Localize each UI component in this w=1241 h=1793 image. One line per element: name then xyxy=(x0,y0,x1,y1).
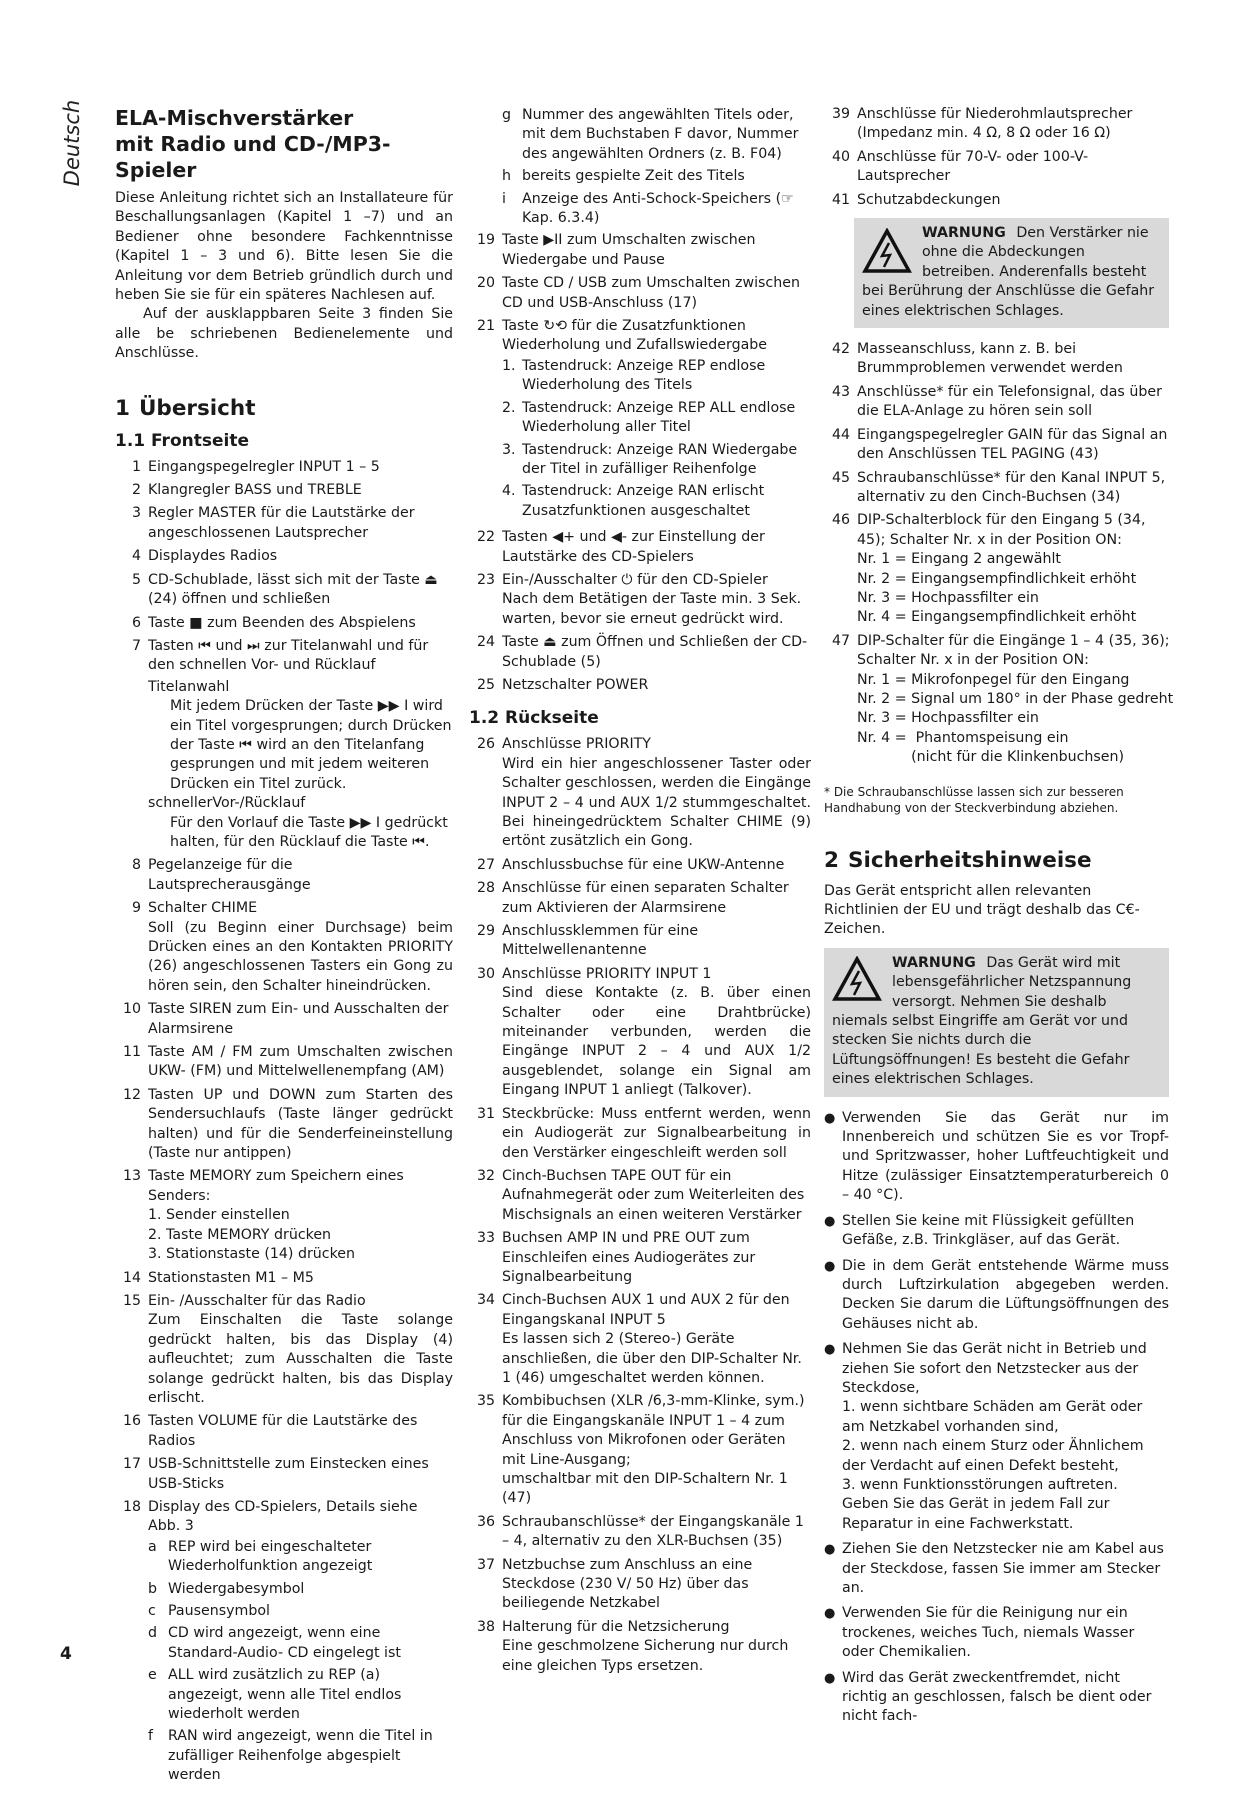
rear-items-list-cont-2 xyxy=(824,340,1174,768)
list-item: 24 Taste ⏏ zum Öffnen und Schließen der CD-Schublade (5) xyxy=(476,634,808,670)
list-item: 43 Anschlüsse* für ein Telefonsignal, das über die ELA-Anlage zu hören sein soll xyxy=(831,383,1162,420)
list-item: 17 USB-Schnittstelle zum Einstecken eines USB-Sticks xyxy=(122,1456,429,1492)
list-item: 40 Anschlüsse für 70-V- oder 100-V-Lautsprecher xyxy=(831,148,1089,185)
list-item: 5 CD-Schublade, lässt sich mit der Taste ⏏ (24) öffnen und schließen xyxy=(131,571,438,608)
list-item: 39 Anschlüsse für Niederohmlautsprecher (Impedanz min. 4 Ω, 8 Ω oder 16 Ω) xyxy=(831,106,1133,142)
list-item: ● Die in dem Gerät entstehende Wärme muss durch Luftzirkulation abgegeben werden. Decken Sie darum die Lüftungsöffnungen des Gehäuses nicht ab. xyxy=(824,1257,1169,1332)
list-item: 8 Pegelanzeige für die Lautsprecherausgänge xyxy=(131,857,311,893)
list-item: 41 Schutzabdeckungen xyxy=(831,191,1001,208)
subtext: Für den Vorlauf die Taste ▶▶ I gedrückt halten, für den Rücklauf die Taste ⏮. xyxy=(170,814,448,850)
safety-intro: Das Gerät entspricht allen relevanten Richtlinien der EU und trägt deshalb das C€-Zeichen. xyxy=(824,882,1140,938)
list-item: 14 Stationstasten M1 – M5 xyxy=(122,1269,314,1286)
list-item: 34 Cinch-Buchsen AUX 1 und AUX 2 für den Eingangskanal INPUT 5 Es lassen sich 2 (Stereo-) Geräte anschließen, die über den DIP-Schalter Nr. 1 (46) umgeschaltet werden können. xyxy=(476,1292,802,1386)
warning-text: Den Verstärker nie ohne die Abdeckungen betreiben. Anderenfalls besteht bei Berührung der Anschlüsse die Gefahr eines elektrischen Schlages. xyxy=(862,225,1155,319)
column-3 xyxy=(824,105,1174,1733)
list-item: 12 Tasten UP und DOWN zum Starten des Sendersuchlaufs (Taste länger gedrückt halten) und für die Senderfeineinstellung (Taste nur antippen) xyxy=(122,1086,453,1162)
section-heading-sicherheit: 2 Sicherheitshinweise xyxy=(824,847,1092,873)
list-item: 29 Anschlussklemmen für eine Mittelwellenantenne xyxy=(476,923,699,959)
list-item: 21 Taste ↻⟲ für die Zusatzfunktionen Wiederholung und Zufallswiedergabe 1. Tastendruck: Anzeige REP endlose Wiederholung des Titels 2. Tastendruck: Anzeige REP ALL endlose Wiederholung aller Titel 3. Tastendruck: Anzeige RAN Wiedergabe der Titel in zufälliger Reihenfolge 4. Tastendruck: Anzeige RAN erlischt Zusatzfunktionen ausgeschaltet xyxy=(476,318,798,519)
high-voltage-warning-icon xyxy=(832,956,882,1002)
list-item: 46 DIP-Schalterblock für den Eingang 5 (34, 45); Schalter Nr. x in der Position ON: Nr. 1 = Eingang 2 angewählt Nr. 2 = Eingangsempfindlichkeit erhöht Nr. 3 = Hochpassfilter ein Nr. 4 = Eingangsempfindlichkeit erhöht xyxy=(831,512,1146,626)
front-items-list-cont xyxy=(469,231,811,695)
rear-items-list-cont xyxy=(824,105,1169,210)
intro-text: Diese Anleitung richtet sich an Installateure für Beschallungsanlagen (Kapitel 1 –7) und an Bediener ohne besondere Fachkenntnisse (Kapitel 1 – 3 und 6). Bitte lesen Sie die Anleitung vor dem Betrieb gründlich durch und heben Sie sie für ein späteres Nachlesen auf. xyxy=(115,190,453,304)
page-number: 4 xyxy=(60,1644,72,1664)
warning-text: Das Gerät wird mit lebensgefährlicher Netzspannung versorgt. Nehmen Sie deshalb niemals selbst Eingriffe am Gerät vor und stecken Sie nichts durch die Lüftungsöffnungen! Es besteht die Gefahr eines elektrischen Schlages. xyxy=(832,954,1132,1088)
high-voltage-warning-icon xyxy=(862,228,912,274)
list-item: 10 Taste SIREN zum Ein- und Ausschalten der Alarmsirene xyxy=(122,1001,449,1037)
document-title: ELA-Mischverstärker mit Radio und CD-/MP3-Spieler xyxy=(115,106,391,182)
list-item: 38 Halterung für die Netzsicherung Eine geschmolzene Sicherung nur durch eine gleichen Typs ersetzen. xyxy=(476,1618,789,1674)
list-item: 28 Anschlüsse für einen separaten Schalter zum Aktivieren der Alarmsirene xyxy=(476,880,789,916)
column-2: g Nummer des angewählten Titels oder, mit dem Buchstaben F davor, Nummer des angewählten Ordners (z. B. F04) h bereits gespielte Zeit des Titels i Anzeige des Anti-Schock-Speichers (☞ Kap. 6.3.4) 19 Taste ▶II zum Umschalten zwischen Wiedergabe und Pause 20 Taste CD / USB zum Umschalten zwischen CD und USB-Anschluss (17) 21 Taste ↻⟲ für die Zusatzfunktionen Wiederholung und Zufallswiedergabe 1. Tastendruck: Anzeige REP endlose Wiederholung des Titels 2. Tastendruck: Anzeige REP ALL endlose Wiederholung aller Titel 3. Tastendruck: Anzeige RAN Wiedergabe der Titel in zufälliger Reihenfolge 4. Tastendruck: Anzeige RAN erlischt Zusatzfunktionen ausgeschaltet 22 Tasten ◀+ und ◀- zur Einstellung der Lautstärke des CD-Spielers 23 Ein-/Ausschalter ⏻ für den CD-Spieler Nach dem Betätigen der Taste min. 3 Sek. warten, bevor sie erneut gedrückt wird. 24 Taste ⏏ zum Öffnen und Schließen der CD-Schublade (5) 25 Netzschalter POWER 1.2 Rückseite 26 Anschlüsse PRIORITY Wird ein hier angeschlossener Taster oder Schalter geschlossen, werden die Eingänge INPUT 2 – 4 und AUX 1/2 stummgeschaltet. Bei hineingedrücktem Schalter CHIME (9) ertönt zusätzlich ein Gong. 27 Anschlussbuchse für eine UKW-Antenne 28 Anschlüsse für einen separaten Schalter zum Aktivieren der Alarmsirene 29 Anschlussklemmen für eine Mittelwellenantenne 30 Anschlüsse PRIORITY INPUT 1 Sind diese Kontakte (z. B. über einen Schalter oder eine Drahtbrücke) miteinander verbunden, werden die Eingänge INPUT 2 – 4 und AUX 1/2 ausgeblendet, solange ein Signal am Eingang INPUT 1 anliegt (Talkover). 31 Steckbrücke: Muss entfernt werden, wenn ein Audiogerät zur Signalbearbeitung in den Verstärker eingeschleift werden soll 32 Cinch-Buchsen TAPE OUT für ein Aufnahmegerät oder zum Weiterleiten des Mischsignals an einen weiteren Verstärker 33 Buchsen AMP IN und PRE OUT zum Einschleifen eines Audiogerätes zur Signalbearbeitung 34 Cinch-Buchsen AUX 1 und AUX 2 für den Eingangskanal INPUT 5 Es lassen sich 2 (Stereo-) Geräte anschließen, die über den DIP-Schalter Nr. 1 (46) umgeschaltet werden können. 35 Kombibuchsen (XLR /6,3-mm-Klinke, sym.) für die Eingangskanäle INPUT 1 – 4 zum Anschluss von Mikrofonen oder Geräten mit Line-Ausgang; umschaltbar mit den DIP-Schaltern Nr. 1 (47) 36 Schraubanschlüsse* der Eingangskanäle 1 – 4, alternativ zu den XLR-Buchsen (35) 37 Netzbuchse zum Anschluss an eine Steckdose (230 V/ 50 Hz) über das beiliegende Netzkabel 38 Halterung für die Netzsicherung Eine geschmolzene Sicherung nur durch eine gleichen Typs ersetzen. xyxy=(469,105,811,1680)
footnote: * Die Schraubanschlüsse lassen sich zur besseren Handhabung von der Steckverbindung abziehen. xyxy=(824,784,1124,815)
list-item: ● Stellen Sie keine mit Flüssigkeit gefüllten Gefäße, z.B. Trinkgläser, auf das Gerät. xyxy=(824,1212,1135,1249)
front-items-list xyxy=(115,458,453,1789)
list-item: 35 Kombibuchsen (XLR /6,3-mm-Klinke, sym.) für die Eingangskanäle INPUT 1 – 4 zum Anschluss von Mikrofonen oder Geräten mit Line-Ausgang; umschaltbar mit den DIP-Schaltern Nr. 1 (47) xyxy=(476,1393,805,1507)
list-item: 44 Eingangspegelregler GAIN für das Signal an den Anschlüssen TEL PAGING (43) xyxy=(831,426,1168,463)
list-item: 31 Steckbrücke: Muss entfernt werden, wenn ein Audiogerät zur Signalbearbeitung in den Verstärker eingeschleift werden soll xyxy=(476,1105,811,1161)
warning-label: WARNUNG xyxy=(922,225,1006,242)
list-item: 16 Tasten VOLUME für die Lautstärke des Radios xyxy=(122,1413,418,1449)
subheading: schnellerVor-/Rücklauf xyxy=(148,795,306,812)
subheading: Titelanwahl xyxy=(148,678,230,695)
list-item: ● Ziehen Sie den Netzstecker nie am Kabel aus der Steckdose, fassen Sie immer am Stecker an. xyxy=(824,1541,1164,1596)
list-item: 36 Schraubanschlüsse* der Eingangskanäle 1 – 4, alternativ zu den XLR-Buchsen (35) xyxy=(476,1513,804,1550)
list-item: 45 Schraubanschlüsse* für den Kanal INPUT 5, alternativ zu den Cinch-Buchsen (34) xyxy=(831,469,1166,505)
subtext: Mit jedem Drücken der Taste ▶▶ I wird ein Titel vorgesprungen; durch Drücken der Taste ⏮ wird an den Titelanfang gesprungen und mit jedem weiteren Drücken ein Titel zurück. xyxy=(170,698,452,792)
list-item: 26 Anschlüsse PRIORITY Wird ein hier angeschlossener Taster oder Schalter geschlossen, werden die Eingänge INPUT 2 – 4 und AUX 1/2 stummgeschaltet. Bei hineingedrücktem Schalter CHIME (9) ertönt zusätzlich ein Gong. xyxy=(476,736,811,850)
rear-items-list xyxy=(469,735,811,1676)
list-item: 30 Anschlüsse PRIORITY INPUT 1 Sind diese Kontakte (z. B. über einen Schalter oder eine Drahtbrücke) miteinander verbunden, werden die Eingänge INPUT 2 – 4 und AUX 1/2 ausgeblendet, solange ein Signal am Eingang INPUT 1 anliegt (Talkover). xyxy=(476,965,811,1099)
list-item: 4 Displaydes Radios xyxy=(131,548,278,565)
list-item: ● Verwenden Sie für die Reinigung nur ein trockenes, weiches Tuch, niemals Wasser oder Chemikalien. xyxy=(824,1605,1135,1661)
list-item: 19 Taste ▶II zum Umschalten zwischen Wiedergabe und Pause xyxy=(476,232,756,268)
list-item: ● Verwenden Sie das Gerät nur im Innenbereich und schützen Sie es vor Tropf- und Spritzwasser, hoher Luftfeuchtigkeit und Hitze (zulässiger Einsatztemperaturbereich 0 – 40 °C). xyxy=(824,1109,1169,1204)
list-item: 15 Ein- /Ausschalter für das Radio Zum Einschalten die Taste solange gedrückt halten, bis das Display (4) aufleuchtet; zum Ausschalten die Taste solange gedrückt halten, bis das Display erlischt. xyxy=(122,1292,453,1406)
warning-label: WARNUNG xyxy=(892,954,976,971)
list-item: 6 Taste ■ zum Beenden des Abspielens xyxy=(131,614,416,631)
list-item: 18 Display des CD-Spielers, Details siehe Abb. 3 a REP wird bei eingeschalteter Wiederholfunktion angezeigt b Wiedergabesymbol c Pausensymbol d CD wird angezeigt, wenn eine Standard-Audio- CD eingelegt ist e ALL wird zusätzlich zu REP (a) angezeigt, wenn alle Titel endlos wiederholt werden f RAN wird angezeigt, wenn die Titel in zufälliger Reihenfolge abgespielt werden xyxy=(122,1498,433,1784)
list-item: 33 Buchsen AMP IN und PRE OUT zum Einschleifen eines Audiogerätes zur Signalbearbeitung xyxy=(476,1230,756,1285)
list-item: ● Wird das Gerät zweckentfremdet, nicht richtig an geschlossen, falsch be dient oder nicht fach- xyxy=(824,1669,1152,1725)
list-item: 7 Tasten ⏮ und ⏭ zur Titelanwahl und für den schnellen Vor- und Rücklauf Titelanwahl Mit jedem Drücken der Taste ▶▶ I wird ein Titel vorgesprungen; durch Drücken der Taste ⏮ wird an den Titelanfang gesprungen und mit jedem weiteren Drücken ein Titel zurück. schnellerVor-/Rücklauf Für den Vorlauf die Taste ▶▶ I gedrückt halten, für den Rücklauf die Taste ⏮. xyxy=(115,637,453,852)
list-item: 32 Cinch-Buchsen TAPE OUT für ein Aufnahmegerät oder zum Weiterleiten des Mischsignals an einen weiteren Verstärker xyxy=(476,1167,805,1223)
list-item: 20 Taste CD / USB zum Umschalten zwischen CD und USB-Anschluss (17) xyxy=(476,275,800,311)
list-item: 47 DIP-Schalter für die Eingänge 1 – 4 (35, 36); Schalter Nr. x in der Position ON: Nr. 1 = Mikrofonpegel für den Eingang Nr. 2 = Signal um 180° in der Phase gedreht Nr. 3 = Hochpassfilter ein Nr. 4 = Phantomspeisung ein (nicht für die Klinkenbuchsen) xyxy=(831,632,1174,766)
list-item: ● Nehmen Sie das Gerät nicht in Betrieb und ziehen Sie sofort den Netzstecker aus der Steckdose, 1. wenn sichtbare Schäden am Gerät oder am Netzkabel vorhanden sind, 2. wenn nach einem Sturz oder Ähnlichem der Verdacht auf einen Defekt besteht, 3. wenn Funktionsstörungen auftreten. Geben Sie das Gerät in jedem Fall zur Reparatur in eine Fachwerkstatt. xyxy=(824,1341,1147,1532)
list-item: 25 Netzschalter POWER xyxy=(476,676,649,693)
list-item: 11 Taste AM / FM zum Umschalten zwischen UKW- (FM) und Mittelwellenempfang (AM) xyxy=(122,1044,453,1080)
subsection-heading-rueckseite: 1.2 Rückseite xyxy=(469,708,599,729)
list-item: 23 Ein-/Ausschalter ⏻ für den CD-Spieler Nach dem Betätigen der Taste min. 3 Sek. warten, bevor sie erneut gedrückt wird. xyxy=(476,571,802,627)
list-item: 9 Schalter CHIME Soll (zu Beginn einer Durchsage) beim Drücken eines an den Kontakten PRIORITY (26) angeschlossenen Tasters ein Gong zu hören sein, den Schalter hineindrücken. xyxy=(131,900,453,994)
list-item: 27 Anschlussbuchse für eine UKW-Antenne xyxy=(476,856,785,873)
list-item: 37 Netzbuchse zum Anschluss an eine Steckdose (230 V/ 50 Hz) über das beiliegende Netzkabel xyxy=(476,1556,753,1612)
list-item: 1 Eingangspegelregler INPUT 1 – 5 xyxy=(131,458,380,475)
language-tab: Deutsch xyxy=(60,99,84,187)
subsection-heading-frontseite: 1.1 Frontseite xyxy=(115,430,249,451)
column-1 xyxy=(115,105,453,1793)
safety-bullets xyxy=(824,1109,1169,1727)
list-item: 42 Masseanschluss, kann z. B. bei Brummproblemen verwendet werden xyxy=(831,341,1123,377)
warning-box-voltage xyxy=(824,948,1169,1097)
list-item: 22 Tasten ◀+ und ◀- zur Einstellung der Lautstärke des CD-Spielers xyxy=(476,529,765,565)
section-heading-uebersicht: 1 Übersicht xyxy=(115,395,256,421)
intro-text-2: Auf der ausklappbaren Seite 3 finden Sie alle be schriebenen Bedienelemente und Anschlüsse. xyxy=(115,306,453,362)
list-item: 3 Regler MASTER für die Lautstärke der angeschlossenen Lautsprecher xyxy=(131,505,415,541)
list-item: 13 Taste MEMORY zum Speichern eines Senders: 1. Sender einstellen 2. Taste MEMORY drücken 3. Stationstaste (14) drücken xyxy=(122,1168,404,1263)
warning-box-covers xyxy=(854,218,1169,328)
list-item: 2 Klangregler BASS und TREBLE xyxy=(131,482,362,499)
